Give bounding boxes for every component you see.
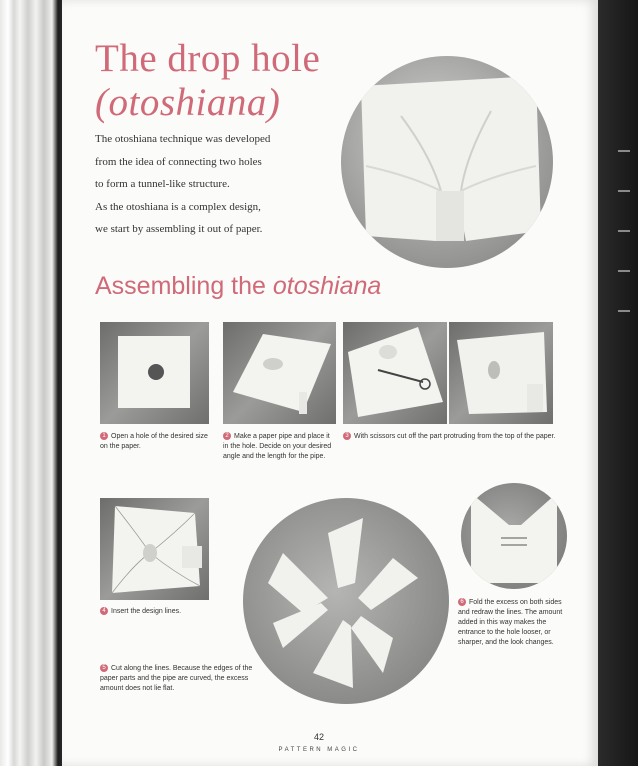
step-4-photo — [100, 498, 209, 600]
step-1-caption: 1 Open a hole of the desired size on the paper. — [100, 433, 208, 450]
intro-text — [95, 128, 315, 241]
step-6-number: 6 — [458, 598, 466, 606]
intro-line: The otoshiana technique was developed — [95, 133, 271, 145]
page-edge — [598, 0, 638, 766]
step-5-photo-cut-pieces — [243, 498, 449, 704]
page-title-subtitle: (otoshiana) — [95, 81, 281, 124]
step-4-number: 4 — [100, 607, 108, 615]
step-2-caption: 2 Make a paper pipe and place it in the hole. Decide on your desired angle and the length for the pipe. — [223, 433, 332, 460]
section-heading-italic: otoshiana — [272, 272, 382, 300]
step-3-photo-result — [449, 322, 553, 424]
step-4-caption: 4 Insert the design lines. — [100, 607, 220, 617]
step-6-photo-fold — [461, 483, 567, 589]
book-footer: PATTERN MAGIC — [278, 747, 360, 753]
intro-line: from the idea of connecting two holes — [95, 155, 262, 168]
page-title: The drop hole — [95, 37, 321, 80]
step-3-caption: 3 With scissors cut off the part protruding from the top of the paper. — [343, 432, 573, 442]
step-5-number: 5 — [100, 664, 108, 672]
step-2-photo — [223, 322, 336, 424]
step-1-photo — [100, 322, 209, 424]
section-heading: Assembling the otoshiana — [95, 272, 382, 300]
intro-line: we start by assembling it out of paper. — [95, 223, 263, 235]
step-3-number: 3 — [343, 432, 351, 440]
step-3-photo-cutting — [343, 322, 447, 424]
step-6-caption: 6 Fold the excess on both sides and redraw the lines. The amount added in this way makes the entrance to the hole looser, or sharper, and the look changes. — [458, 599, 563, 646]
intro-line: As the otoshiana is a complex design, — [95, 200, 261, 213]
step-2-number: 2 — [223, 432, 231, 440]
page-number: 42 — [313, 732, 324, 742]
step-1-number: 1 — [100, 432, 108, 440]
step-5-caption: 5 Cut along the lines. Because the edges of the paper parts and the pipe are curved, the excess amount does not lie flat. — [100, 665, 253, 692]
intro-line: to form a tunnel-like structure. — [95, 178, 230, 190]
book-spine — [0, 0, 62, 766]
hero-photo-paper-model — [341, 56, 553, 268]
